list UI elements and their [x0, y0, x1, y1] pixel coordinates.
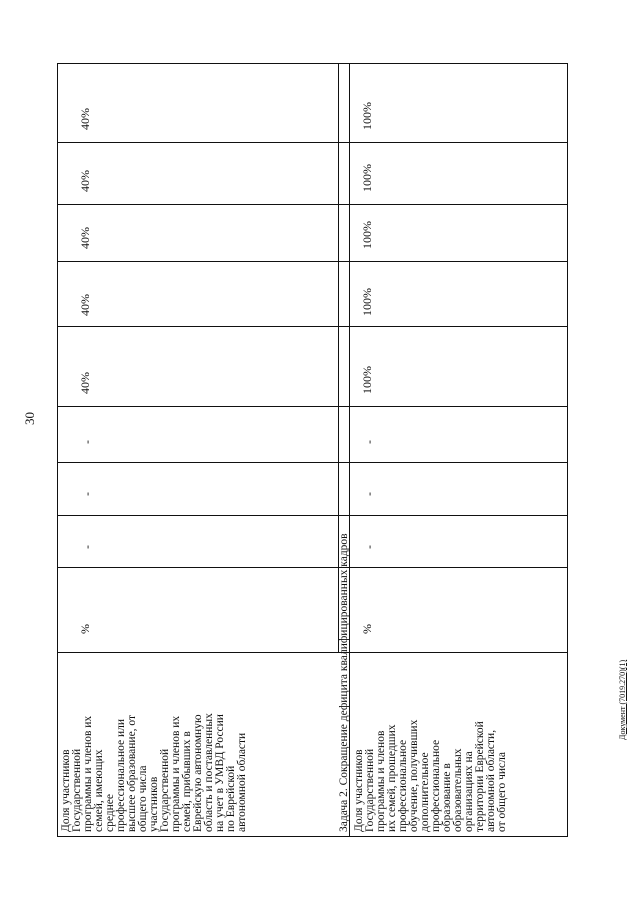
grid-line [58, 204, 567, 205]
grid-line [58, 462, 567, 463]
row2-value: - [362, 440, 376, 444]
row2-value: 100% [360, 102, 374, 130]
row2-value: 100% [360, 164, 374, 192]
row1-value: - [80, 440, 94, 444]
grid-line [58, 326, 567, 327]
task2-heading: Задача 2. Сокращение дефицита квалифицированных кадров [338, 533, 350, 832]
row1-value: 40% [78, 372, 92, 394]
row2-value: - [362, 545, 376, 549]
row1-value: 40% [78, 227, 92, 249]
row1-value: - [80, 492, 94, 496]
row1-unit: % [78, 624, 92, 634]
row1-indicator: Доля участников Государственной программы и членов их семей, имеющих среднее профессиональное или высшее образование, от общего числа участников Государственной программы и членов их семей, прибывших в Еврейскую автономную область и поставленных на учет в УМВД России по Еврейской автономной области [60, 713, 248, 832]
row1-value: - [80, 545, 94, 549]
row2-value: 100% [360, 221, 374, 249]
grid-line [58, 261, 567, 262]
row1-value: 40% [78, 170, 92, 192]
grid-line [58, 406, 567, 407]
page-number: 30 [22, 412, 37, 425]
grid-line [58, 567, 567, 568]
grid-line [58, 652, 567, 653]
indicators-table [57, 63, 568, 837]
row2-unit: % [360, 624, 374, 634]
grid-line [58, 515, 567, 516]
row2-value: 100% [360, 366, 374, 394]
row2-value: - [362, 492, 376, 496]
row2-value: 100% [360, 288, 374, 316]
grid-line [58, 142, 567, 143]
row1-value: 40% [78, 294, 92, 316]
side-note: Документ (7019.270)(1) [618, 659, 627, 740]
row2-indicator: Доля участников Государственной программы и членов их семей, прошедших профессиональное обучение, получивших дополнительное профессиональное образование в образовательных организациях на территории Еврейской автономной области, от общего числа [353, 719, 508, 832]
row1-value: 40% [78, 108, 92, 130]
